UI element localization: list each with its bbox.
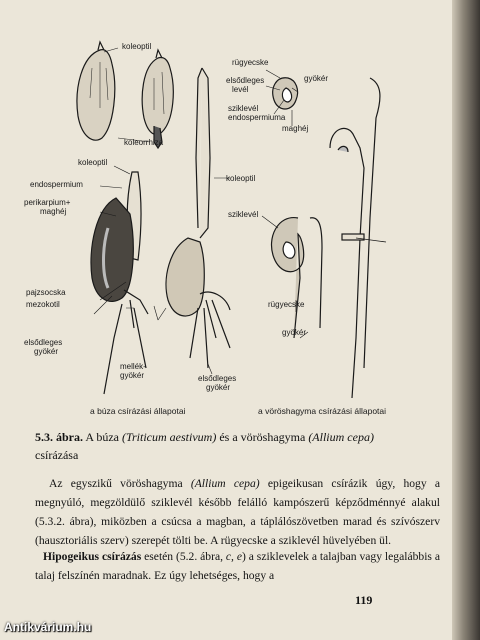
label-mellek-2: gyökér xyxy=(120,371,145,380)
para2-term: Hipogeikus csírázás xyxy=(43,550,142,563)
wheat-seedling-3 xyxy=(166,68,230,368)
label-koleoptil-3: koleoptil xyxy=(226,174,256,183)
label-mezokotil: mezokotil xyxy=(26,300,60,309)
wheat-grain-2 xyxy=(142,50,173,148)
caption-text-3: csírázása xyxy=(35,448,79,462)
label-perikarpium-2: maghéj xyxy=(40,207,67,216)
onion-seedling-2 xyxy=(330,78,386,398)
watermark: Antikvárium.hu xyxy=(4,620,92,634)
paragraph-1 xyxy=(35,474,440,550)
caption-text-2: és a vöröshagyma xyxy=(216,430,309,444)
subcaption-wheat: a búza csírázási állapotai xyxy=(90,406,186,416)
label-elsodleges-level-1: elsődleges xyxy=(226,76,265,85)
para2-text-1: esetén (5.2. ábra, xyxy=(141,550,226,563)
label-elsodleges-gyoker-1b: gyökér xyxy=(34,347,59,356)
para1-latin: (Allium cepa) xyxy=(190,477,260,490)
label-sziklevel-1: sziklevél xyxy=(228,104,259,113)
para2-ref: c, e xyxy=(225,550,242,563)
book-spine-shadow xyxy=(452,0,480,640)
wheat-grain-1 xyxy=(77,42,115,140)
paragraph-2 xyxy=(35,547,440,585)
label-endospermium: endospermium xyxy=(30,180,83,189)
label-gyoker-1: gyökér xyxy=(304,74,329,83)
label-pajzsocska: pajzsocska xyxy=(26,288,66,297)
label-perikarpium-1: perikarpium+ xyxy=(24,198,71,207)
caption-latin-2: (Allium cepa) xyxy=(308,430,374,444)
figure-caption xyxy=(35,428,435,464)
label-maghej: maghéj xyxy=(282,124,309,133)
subcaption-onion: a vöröshagyma csírázási állapotai xyxy=(258,406,387,416)
label-elsodleges-gyoker-2a: elsődleges xyxy=(198,374,237,383)
label-rugyecske-2: rügyecske xyxy=(268,300,305,309)
label-koleorrhiza: koleorrhiza xyxy=(124,138,164,147)
caption-latin-1: (Triticum aestivum) xyxy=(122,430,217,444)
label-koleoptil-2: koleoptil xyxy=(78,158,108,167)
label-sziklevel-2: sziklevél xyxy=(228,210,259,219)
caption-text-1: A búza xyxy=(83,430,122,444)
para2-text-2: ) a sziklevelek a talajban vagy legalábbis a talaj felszínén maradnak. Ez úgy lehetséges, hogy a xyxy=(35,550,440,582)
label-elsodleges-gyoker-1a: elsődleges xyxy=(24,338,63,347)
label-koleoptil-1: koleoptil xyxy=(122,42,152,51)
caption-number: 5.3. ábra. xyxy=(35,430,83,444)
onion-seedling-3 xyxy=(271,218,322,338)
label-rugyecske-1: rügyecske xyxy=(232,58,269,67)
para1-text-2: epigeikusan csírázik úgy, hogy a megnyúló, megzöldülő sziklevél később felálló kampószerű képződménnyé alakul (5.3.2. ábra), miközben a csúcsa a magban, a táplálószövetben marad és szívószerv (hausztoriális szerv) szerepét tölti be. A rügyecske a sziklevél hüvelyében ül. xyxy=(35,477,441,547)
label-elsodleges-level-2: levél xyxy=(232,85,249,94)
label-sziklevel-endo: endospermiuma xyxy=(228,113,286,122)
page-number: 119 xyxy=(355,593,373,607)
label-elsodleges-gyoker-2b: gyökér xyxy=(206,383,231,392)
onion-seedling-1 xyxy=(273,78,298,109)
wheat-seedling-4 xyxy=(91,172,148,394)
label-gyoker-2: gyökér xyxy=(282,328,307,337)
germination-figure xyxy=(24,38,440,418)
label-mellek-1: mellék- xyxy=(120,362,146,371)
germination-drawing xyxy=(30,38,440,418)
para1-text-1: Az egyszikű vöröshagyma xyxy=(49,477,191,490)
